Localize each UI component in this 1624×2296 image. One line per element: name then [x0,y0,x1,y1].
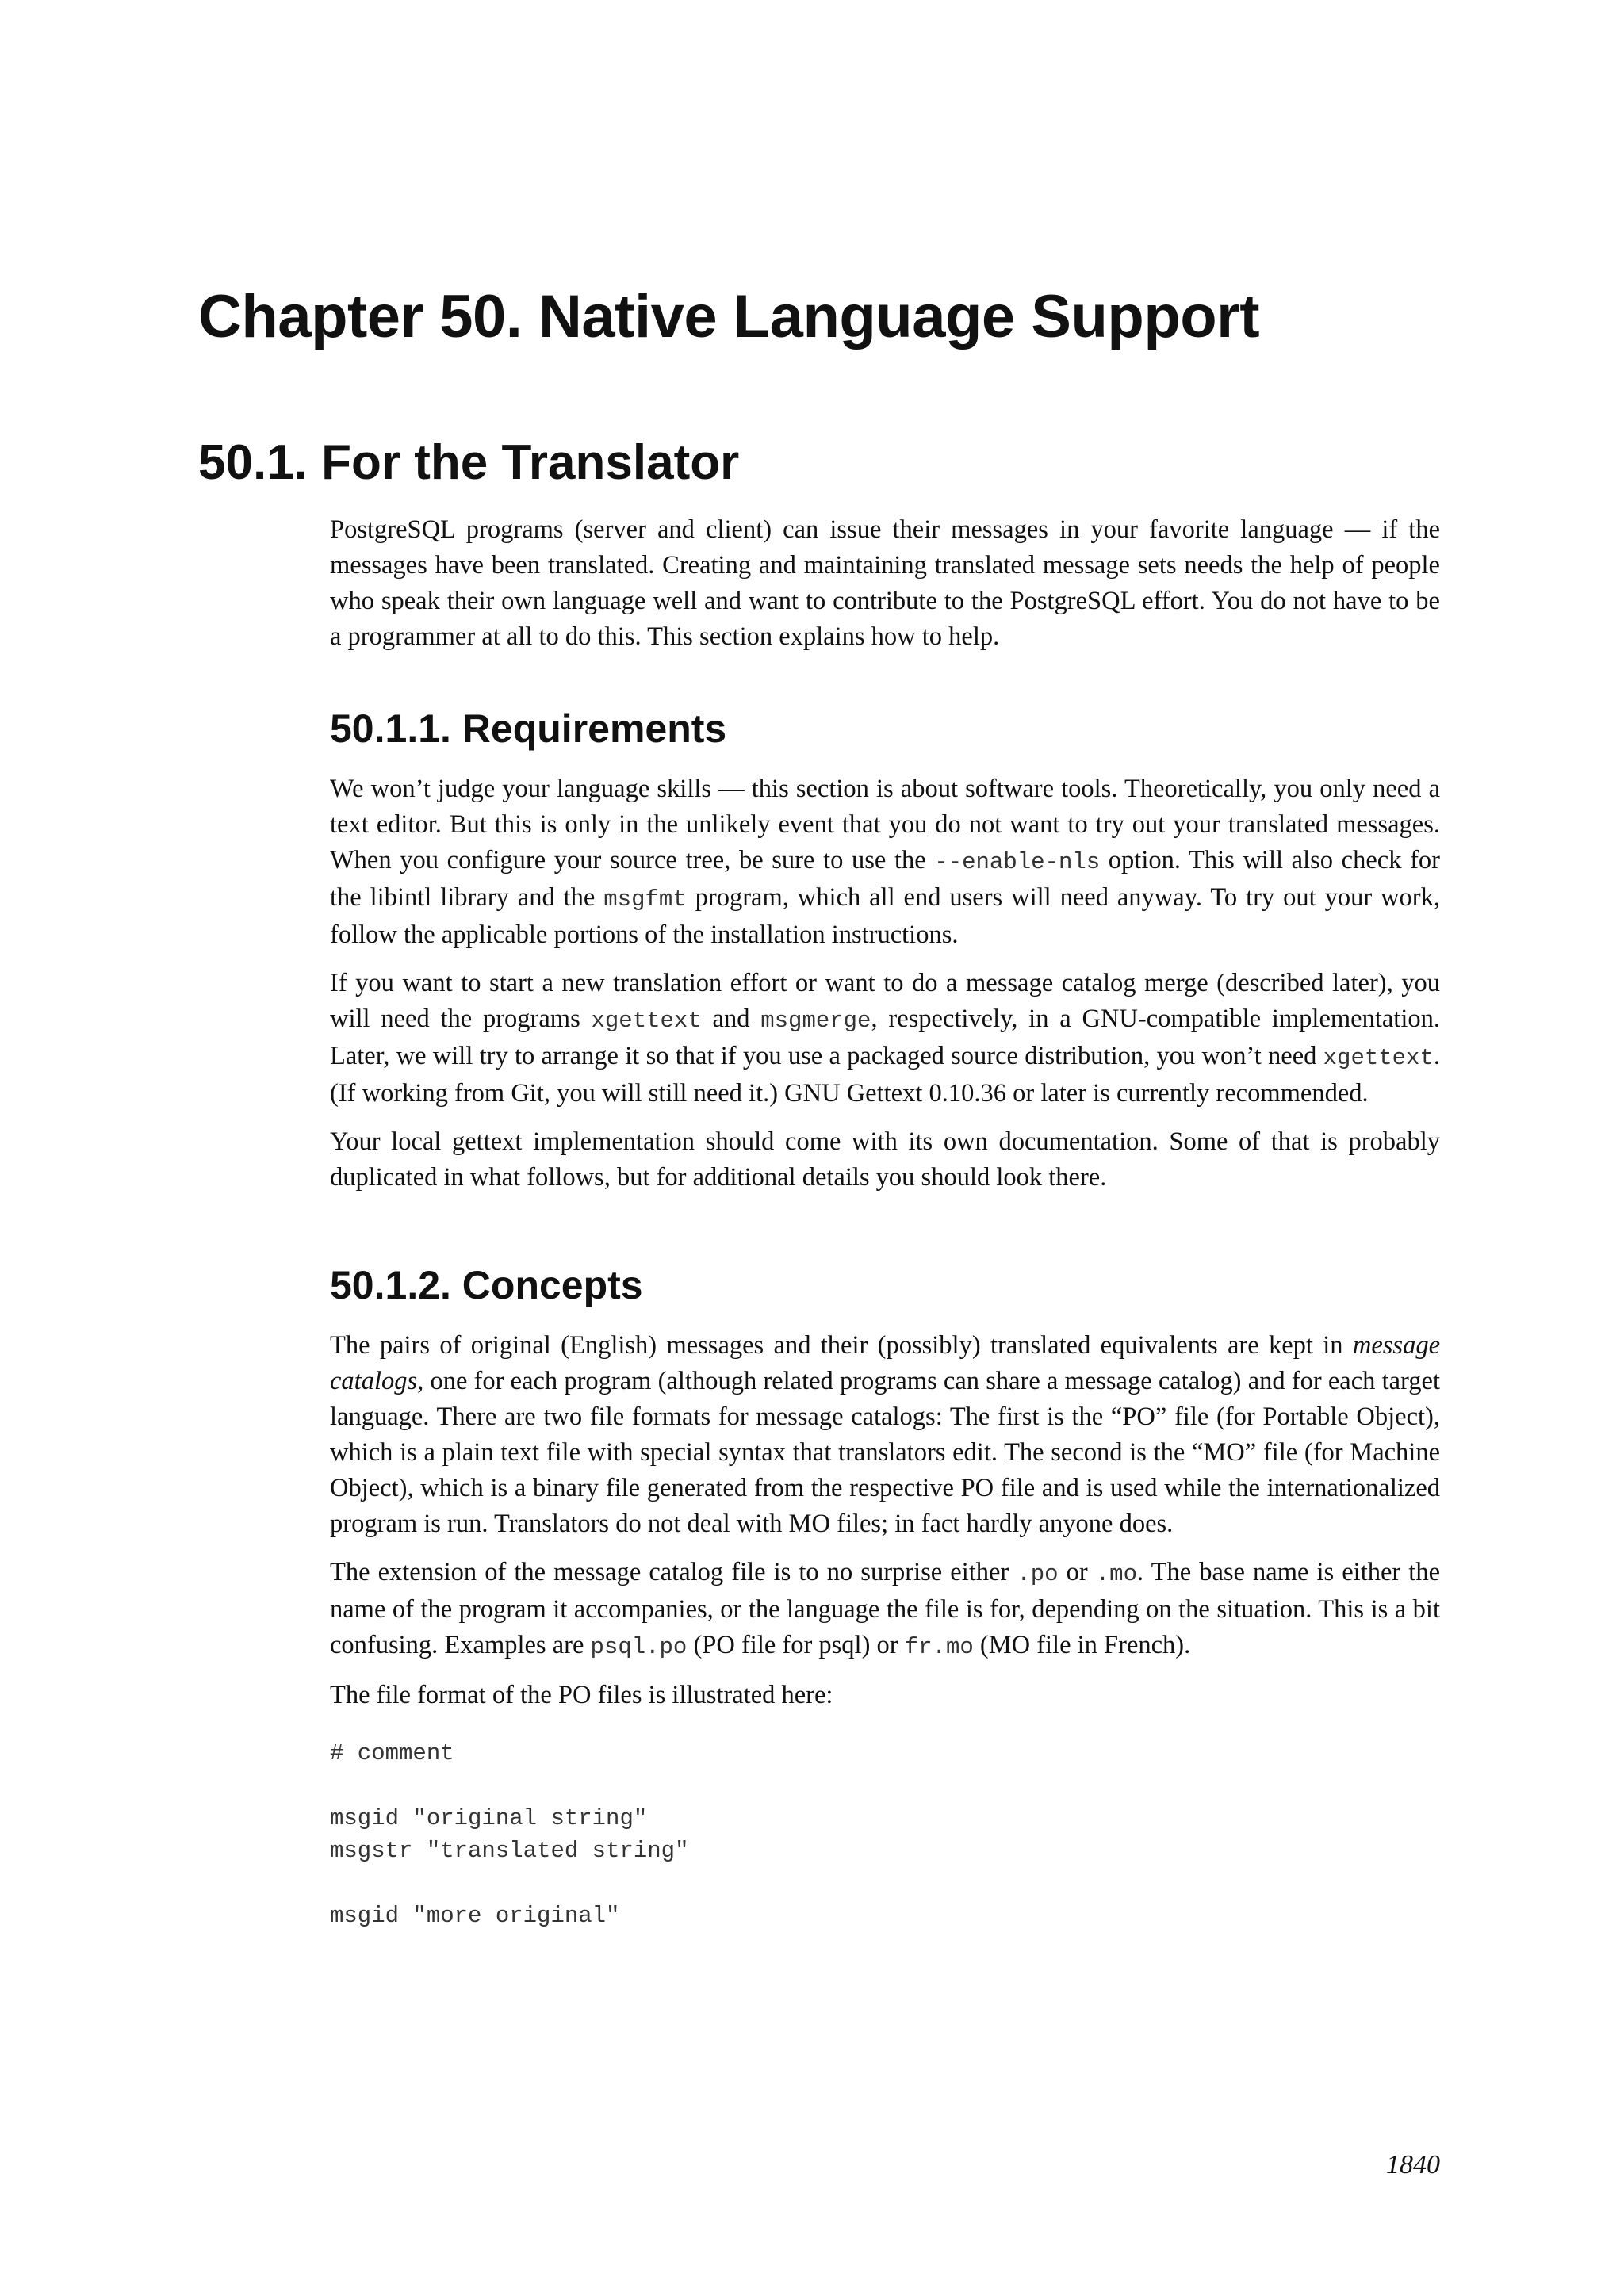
psql-po-filename: psql.po [590,1634,688,1660]
requirements-paragraph-3: Your local gettext implementation should come with its own documentation. Some of that is probably duplicated in what follows, but for additional details you should look there. [330,1127,1440,1192]
emphasis-term: message catalogs [330,1331,1440,1395]
requirements-paragraph-2: If you want to start a new translation effort or want to do a message catalog merge (described later), you will need the programs xgettext and msgmerge, respectively, in a GNU-compatible implementation. Later, we will try to arrange it so that if you use a packaged source distribution, you won’t need xgettext. (If working from Git, you will still need it.) GNU Gettext 0.10.36 or later is currently recommended. [330,969,1440,1108]
concepts-paragraph-1: The pairs of original (English) messages and their (possibly) translated equivalents are kept in message catalogs, one for each program (although related programs can share a message catalog) and for each target language. There are two file formats for message catalogs: The first is the “PO” file (for Portable Object), which is a plain text file with special syntax that translators edit. The second is the “MO” file (for Machine Object), which is a binary file generated from the respective PO file and is used while the internationalized program is run. Translators do not deal with MO files; in fact hardly anyone does. [330,1331,1440,1538]
page-number: 1840 [1386,2150,1440,2179]
msgmerge-program: msgmerge [760,1008,871,1034]
msgfmt-program: msgfmt [603,886,687,913]
po-file-example-listing: # comment msgid "original string" msgstr "translated string" msgid "more original" [330,1740,689,1929]
concepts-heading: 50.1.2. Concepts [330,1263,643,1307]
section-content [330,512,1440,1932]
concepts-paragraph-3: The file format of the PO files is illustrated here: [330,1681,833,1709]
po-extension: .po [1017,1561,1059,1587]
mo-extension: .mo [1095,1561,1137,1587]
xgettext-program: xgettext [1323,1045,1434,1071]
enable-nls-option: --enable-nls [934,849,1101,875]
chapter-title: Chapter 50. Native Language Support [198,283,1260,350]
requirements-heading: 50.1.1. Requirements [330,706,727,751]
requirements-paragraph-1: We won’t judge your language skills — this section is about software tools. Theoretically, you only need a text editor. But this is only in the unlikely event that you do not want to try out your translated messages. When you configure your source tree, be sure to use the --enable-nls option. This will also check for the libintl library and the msgfmt program, which all end users will need anyway. To try out your work, follow the applicable portions of the installation instructions. [330,775,1440,949]
section-title: 50.1. For the Translator [198,435,740,490]
section-intro-paragraph: PostgreSQL programs (server and client) can issue their messages in your favorite language — if the messages have been translated. Creating and maintaining translated message sets needs the help of people who speak their own language well and want to contribute to the PostgreSQL effort. You do not have to be a programmer at all to do this. This section explains how to help. [330,515,1440,651]
concepts-paragraph-2: The extension of the message catalog file is to no surprise either .po or .mo. The base name is either the name of the program it accompanies, or the language the file is for, depending on the situation. This is a bit confusing. Examples are psql.po (PO file for psql) or fr.mo (MO file in French). [330,1558,1441,1660]
xgettext-program: xgettext [591,1008,702,1034]
fr-mo-filename: fr.mo [904,1634,974,1660]
